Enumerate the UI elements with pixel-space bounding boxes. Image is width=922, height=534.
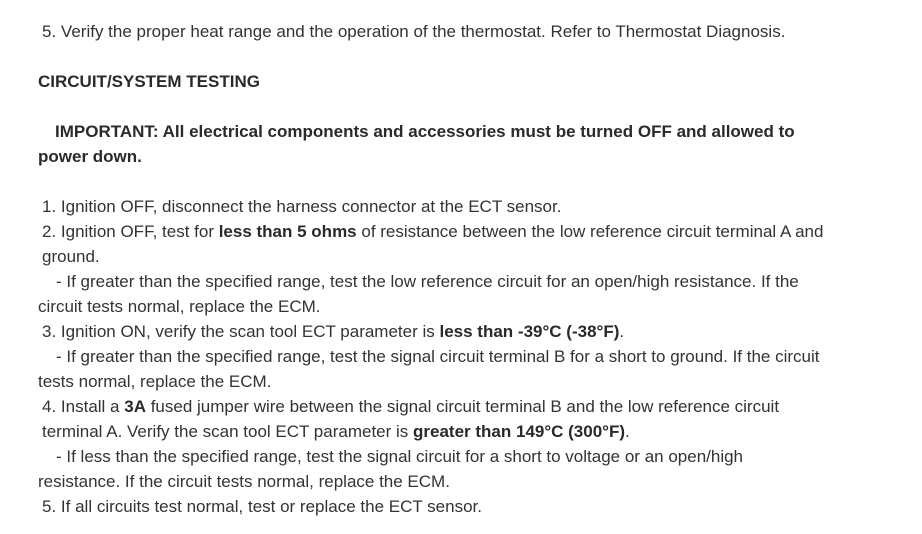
important-note: IMPORTANT: All electrical components and accessories must be turned OFF and allowed to power down. — [38, 122, 795, 166]
spec-value: less than -39°C (-38°F) — [439, 322, 620, 341]
step-4-substep: - If less than the specified range, test the signal circuit for a short to voltage or an open/high resistance. If the circuit tests normal, replace the ECM. — [38, 447, 744, 491]
spacer — [38, 94, 828, 119]
step-2-substep: - If greater than the specified range, test the low reference circuit for an open/high resistance. If the circuit tests normal, replace the ECM. — [38, 272, 799, 316]
intro-step — [38, 19, 828, 44]
step-text: Ignition OFF, disconnect the harness connector at the ECT sensor. — [60, 197, 562, 216]
section-heading: CIRCUIT/SYSTEM TESTING — [38, 72, 260, 91]
step-number: 2. — [42, 222, 57, 241]
step-text: If all circuits test normal, test or replace the ECT sensor. — [60, 497, 482, 516]
step-5 — [38, 494, 828, 519]
step-number: 4. — [42, 397, 57, 416]
step-4: 4. Install a 3A fused jumper wire between the signal circuit terminal B and the low reference circuit terminal A. Verify the scan tool ECT parameter is greater than 149°C (300°F). — [42, 397, 780, 441]
step-1 — [38, 194, 828, 219]
step-3-substep: - If greater than the specified range, test the signal circuit terminal B for a short to ground. If the circuit tests normal, replace the ECM. — [38, 347, 820, 391]
spacer — [38, 44, 828, 69]
step-number: 5. — [42, 497, 57, 516]
spec-value: 3A — [124, 397, 146, 416]
spec-value: greater than 149°C (300°F) — [413, 422, 626, 441]
step-3: 3. Ignition ON, verify the scan tool ECT parameter is less than -39°C (-38°F). — [42, 322, 625, 341]
step-text: Verify the proper heat range and the operation of the thermostat. Refer to Thermostat Diagnosis. — [60, 22, 786, 41]
spec-value: less than 5 ohms — [218, 222, 357, 241]
step-2: 2. Ignition OFF, test for less than 5 ohms of resistance between the low reference circuit terminal A and ground. — [42, 222, 824, 266]
step-number: 3. — [42, 322, 57, 341]
document-body — [38, 19, 828, 519]
spacer — [38, 169, 828, 194]
step-number: 1. — [42, 197, 57, 216]
step-number: 5. — [42, 22, 57, 41]
